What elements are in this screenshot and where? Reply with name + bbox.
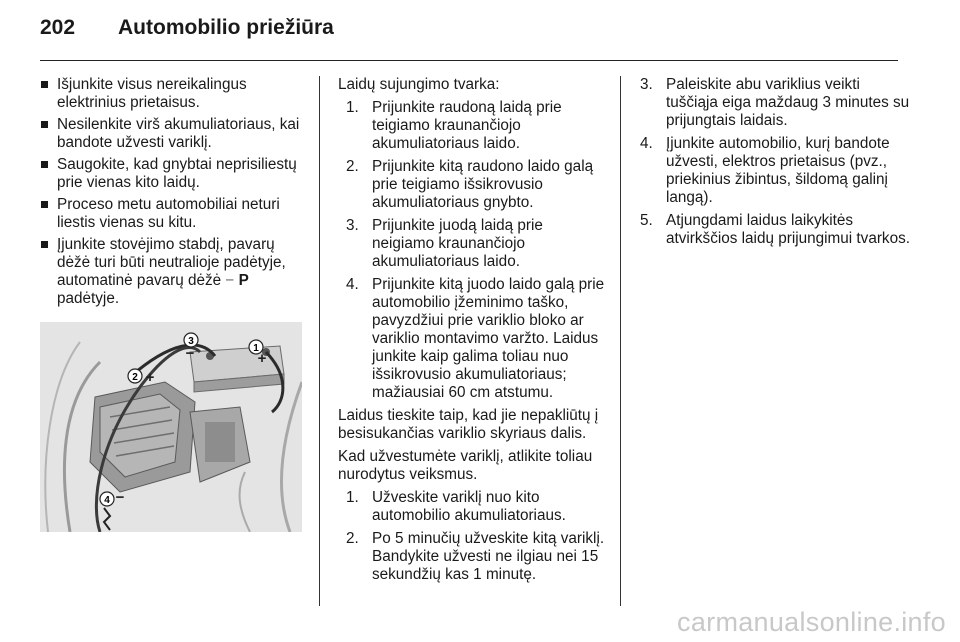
column-3 (640, 76, 910, 253)
step-text: Įjunkite automobilio, kurį bandote užvesti, elektros prietaisus (pvz., priekinius žibintus, šildomą galinį langą). (666, 135, 890, 206)
bullet-item (40, 76, 308, 112)
bullet-text: Įjunkite stovėjimo stabdį, pavarų dėžė turi būti neutralioje padėtyje, automatinė pavarų dėžė (57, 236, 286, 289)
step-text: Paleiskite abu variklius veikti tuščiąja eiga maždaug 3 minutes su prijungtais laidais. (666, 76, 910, 129)
engine-bay-drawing (40, 322, 302, 532)
dash-symbol: − (225, 272, 235, 289)
step-text: Po 5 minučių užveskite kitą variklį. Bandykite užvesti ne ilgiau nei 15 sekundžių kas 1 minutę. (372, 530, 605, 583)
step-text: Prijunkite kitą juodo laido galą prie automobilio įžeminimo taško, pavyzdžiui prie variklio bloko ar variklio montavimo varžto. Laidus junkite kaip galima toliau nuo išsikrovusio akumuliatoriaus; mažiausiai 60 cm atstumu. (372, 276, 605, 401)
bullet-square-icon (41, 241, 48, 248)
start-step (346, 489, 606, 525)
step-number: 4. (640, 135, 653, 152)
step-text: Užveskite variklį nuo kito automobilio akumuliatoriaus. (372, 489, 566, 524)
header-rule (40, 60, 898, 61)
start-step (640, 135, 910, 207)
step-number: 2. (346, 158, 359, 175)
step-text: Prijunkite kitą raudono laido galą prie teigiamo išsikrovusio akumuliatoriaus gnybto. (372, 158, 594, 211)
cable-routing-text: Laidus tieskite taip, kad jie nepakliūtų į besisukančias variklio skyriaus dalis. (338, 407, 599, 442)
bullet-square-icon (41, 121, 48, 128)
start-step (346, 530, 606, 584)
step-number: 3. (640, 76, 653, 93)
marker-number: 3 (188, 336, 194, 347)
bullet-item (40, 236, 308, 308)
bullet-item (40, 116, 308, 152)
bullet-item (40, 196, 308, 232)
start-step (640, 76, 910, 130)
connection-step (346, 276, 606, 402)
start-step (640, 212, 910, 248)
bullet-square-icon (41, 161, 48, 168)
step-number: 1. (346, 489, 359, 506)
watermark-text: carmanualsonline.info (677, 607, 946, 637)
step-number: 3. (346, 217, 359, 234)
step-number: 4. (346, 276, 359, 293)
intro-text: Laidų sujungimo tvarka: (338, 76, 500, 93)
column-divider-right (620, 76, 621, 606)
page-header (40, 16, 334, 46)
step-number: 1. (346, 99, 359, 116)
minus-sign: − (185, 345, 195, 362)
bullet-text: Proceso metu automobiliai neturi liestis vienas su kitu. (57, 196, 280, 231)
minus-sign: − (115, 489, 125, 506)
connection-step (346, 158, 606, 212)
connection-step (346, 217, 606, 271)
page-number: 202 (40, 16, 76, 39)
marker-number: 4 (104, 495, 110, 506)
jump-start-illustration (40, 322, 302, 532)
column-1 (40, 76, 308, 312)
plus-sign: + (145, 369, 155, 386)
bullet-text: Išjunkite visus nereikalingus elektrinius prietaisus. (57, 76, 247, 111)
page-title: Automobilio priežiūra (118, 16, 334, 39)
bullet-text-tail: padėtyje. (57, 290, 120, 307)
start-intro-text: Kad užvestumėte variklį, atlikite toliau nurodytus veiksmus. (338, 448, 593, 483)
connection-step (346, 99, 606, 153)
column-divider-left (319, 76, 320, 606)
bullet-square-icon (41, 201, 48, 208)
step-text: Prijunkite raudoną laidą prie teigiamo kraunančiojo akumuliatoriaus laido. (372, 99, 562, 152)
step-text: Prijunkite juodą laidą prie neigiamo kraunančiojo akumuliatoriaus laido. (372, 217, 543, 270)
bullet-text: Saugokite, kad gnybtai neprisiliestų prie vienas kito laidų. (57, 156, 297, 191)
marker-number: 2 (132, 372, 138, 383)
bullet-item (40, 156, 308, 192)
plus-sign: + (257, 350, 267, 367)
step-number: 2. (346, 530, 359, 547)
marker-number: 1 (253, 343, 259, 354)
column-2 (338, 76, 606, 589)
bullet-text: Nesilenkite virš akumuliatoriaus, kai bandote užvesti variklį. (57, 116, 300, 151)
step-text: Atjungdami laidus laikykitės atvirkščios laidų prijungimui tvarkos. (666, 212, 910, 247)
step-number: 5. (640, 212, 653, 229)
park-symbol: P (238, 272, 249, 289)
donor-battery (190, 346, 284, 392)
bullet-square-icon (41, 81, 48, 88)
